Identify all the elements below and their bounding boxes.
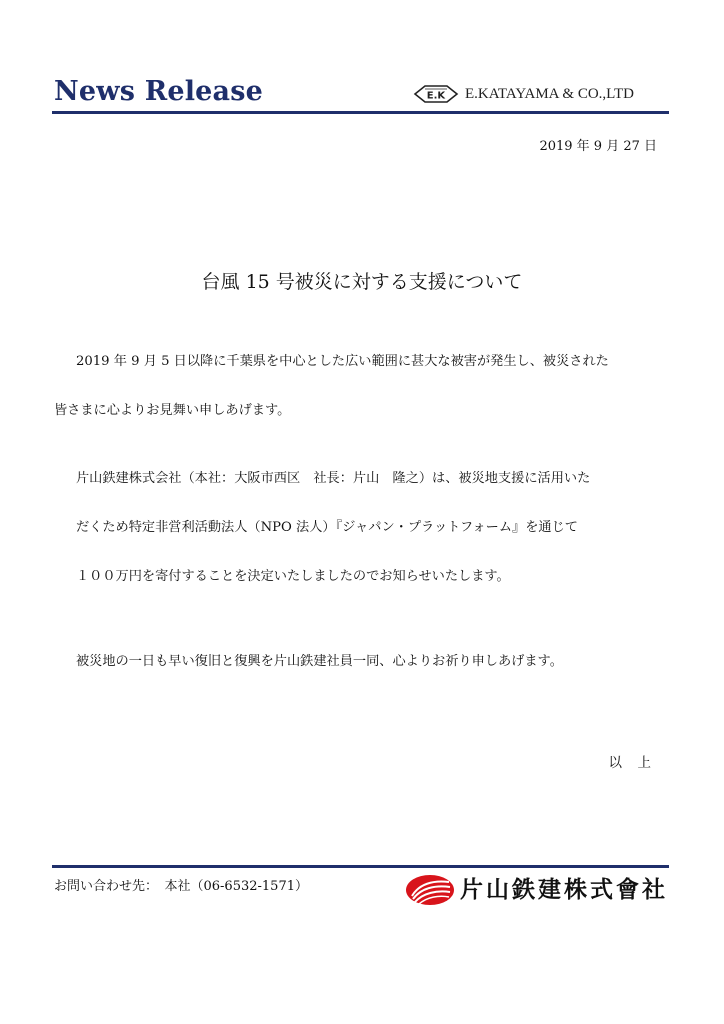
body-line-4: だくため特定非営利活動法人（NPO 法人）『ジャパン・プラットフォーム』を通じて: [76, 520, 578, 535]
body-line-1: 2019 年 9 月 5 日以降に千葉県を中心とした広い範囲に甚大な被害が発生し、被災された: [76, 354, 609, 369]
company-name: E.KATAYAMA & CO.,LTD: [465, 86, 634, 102]
news-release-title: News Release: [54, 76, 264, 107]
ek-logo-text: E.K: [426, 90, 446, 102]
footer-divider: [52, 865, 669, 868]
footer-company-name: 片山鉄建株式會社: [460, 877, 668, 903]
body-line-5: １００万円を寄付することを決定いたしましたのでお知らせいたします。: [76, 569, 510, 584]
header-divider: [52, 111, 669, 114]
katayama-emblem-icon: [405, 874, 455, 906]
body-line-6: 被災地の一日も早い復旧と復興を片山鉄建社員一同、心よりお祈り申しあげます。: [76, 654, 563, 669]
body-line-3: 片山鉄建株式会社（本社：大阪市西区 社長：片山 隆之）は、被災地支援に活用いた: [76, 471, 591, 486]
release-date: 2019 年 9 月 27 日: [539, 139, 657, 154]
closing-mark: 以 上: [608, 755, 652, 771]
contact-info: お問い合わせ先： 本社（06-6532-1571）: [54, 879, 308, 894]
document-title: 台風 15 号被災に対する支援について: [201, 271, 523, 293]
ek-logo-icon: [413, 84, 459, 104]
body-line-2: 皆さまに心よりお見舞い申しあげます。: [54, 403, 291, 418]
